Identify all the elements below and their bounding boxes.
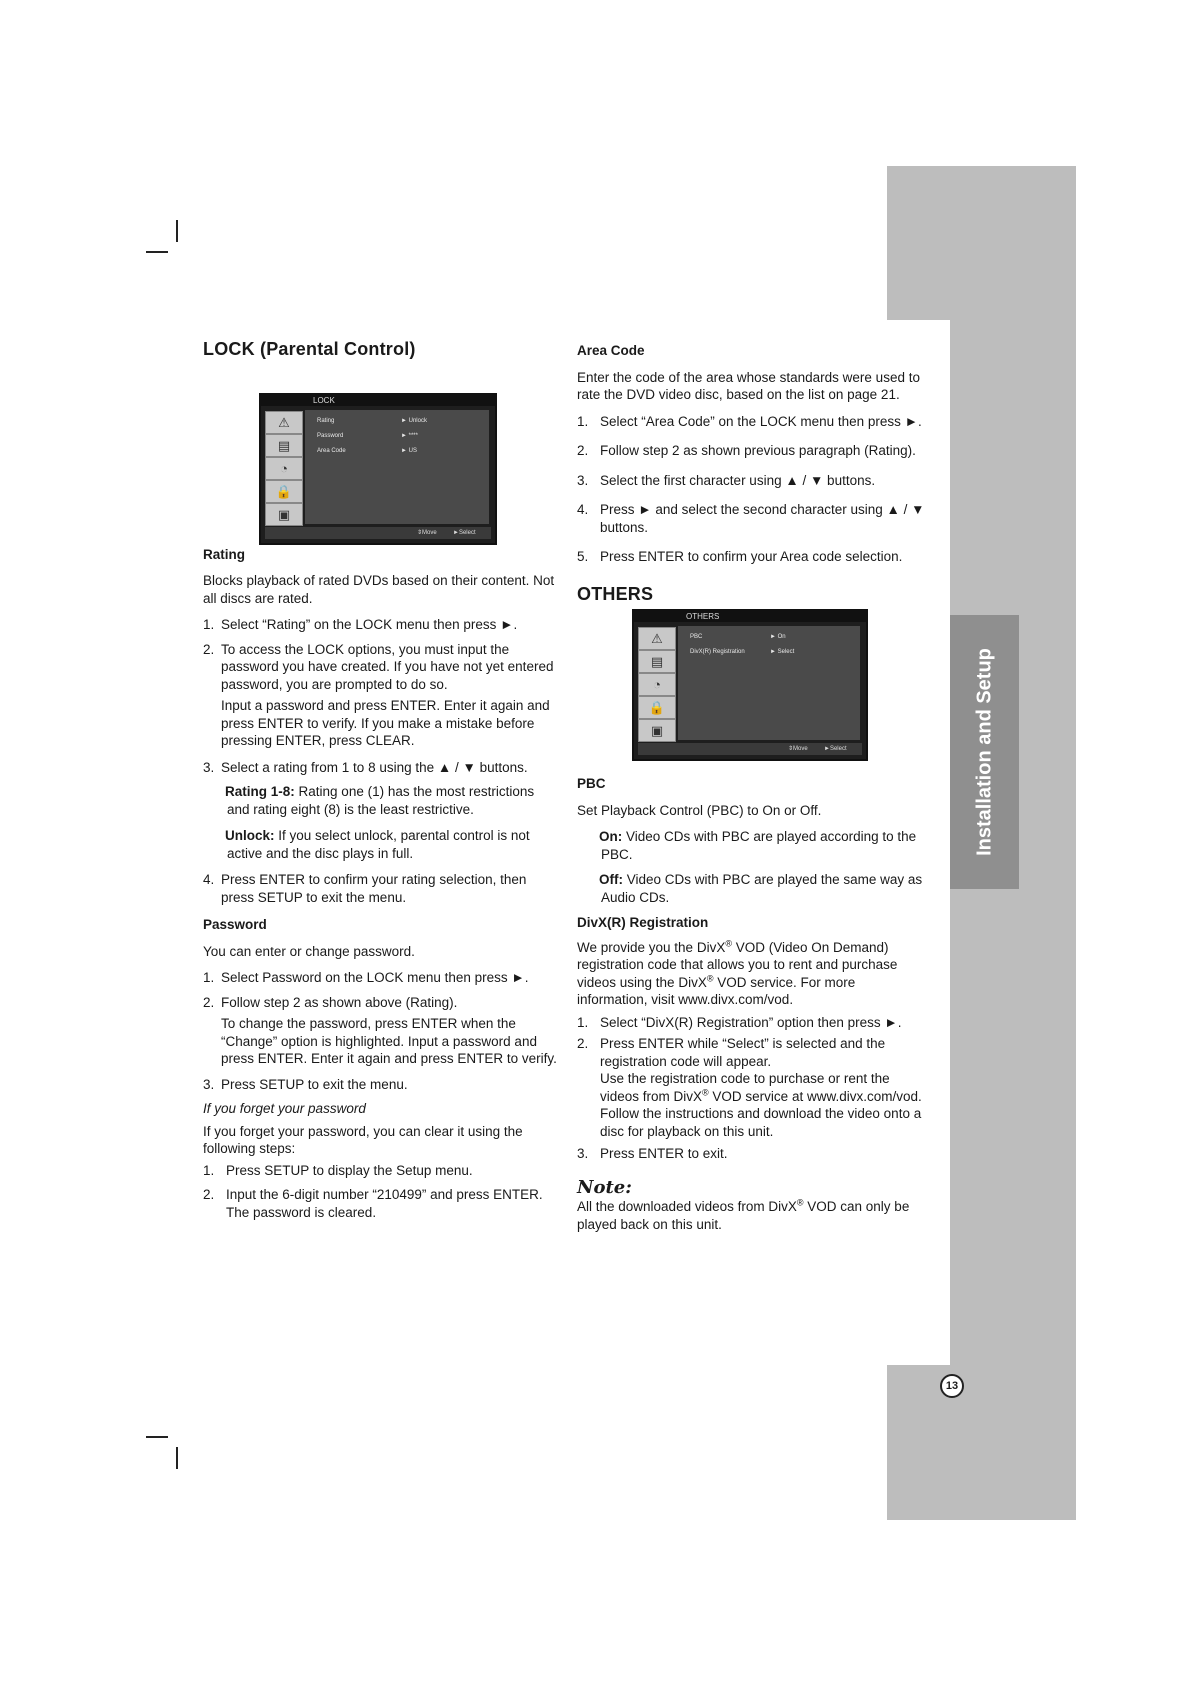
page-number: 13 (940, 1374, 964, 1398)
divx-step-3: 3. Press ENTER to exit. (577, 1146, 728, 1161)
password-heading: Password (203, 917, 267, 932)
forget-password-intro: If you forget your password, you can clear it using the following steps: (203, 1123, 523, 1156)
rating-menu-icon: ⚠ (265, 411, 303, 434)
lock-row-label: Password (317, 432, 344, 439)
lock-menu-icon: 🔒 (265, 480, 303, 503)
lock-menu-panel (305, 410, 489, 524)
area-step-1: 1. Select “Area Code” on the LOCK menu then press ►. (577, 413, 922, 429)
lock-menu-footer (265, 527, 491, 539)
lock-row-value: ► US (401, 447, 417, 454)
lock-row-value: ► **** (401, 432, 418, 439)
others-heading: OTHERS (577, 583, 654, 604)
rating-heading: Rating (203, 546, 245, 562)
rating-step-2-detail: Input a password and press ENTER. Enter it again and press ENTER to verify. If you make a mistake before pressing ENTER, press CLEAR. (221, 698, 550, 748)
lock-row-label: Rating (317, 417, 335, 424)
divx-step-2-detail: Use the registration code to purchase or rent the videos from DivX® VOD service at www.divx.com/vod. Follow the instructions and download the video onto a disc for playback on this unit. (600, 1071, 922, 1139)
password-step-2-detail: To change the password, press ENTER when the “Change” option is highlighted. Input a password and press ENTER. Enter it again and press ENTER to verify. (221, 1016, 557, 1066)
password-step-2: 2. Follow step 2 as shown above (Rating). (203, 994, 458, 1010)
lock-menu-screenshot (259, 393, 497, 545)
divx-step-1: 1. Select “DivX(R) Registration” option then press ►. (577, 1014, 902, 1030)
area-code-heading: Area Code (577, 343, 645, 358)
audio-menu-icon: ◔ (638, 673, 676, 696)
others-menu-panel (678, 626, 860, 740)
right-column (577, 342, 929, 1233)
password-step-1: 1. Select Password on the LOCK menu then press ►. (203, 970, 529, 985)
lock-heading: LOCK (Parental Control) (203, 339, 416, 359)
pbc-heading: PBC (577, 776, 606, 791)
others-menu-footer (638, 743, 862, 755)
area-step-3: 3. Select the first character using ▲ / ▼ buttons. (577, 472, 876, 488)
pbc-on-desc: On: Video CDs with PBC are played according to the PBC. (599, 829, 917, 862)
pbc-off-desc: Off: Video CDs with PBC are played the same way as Audio CDs. (599, 872, 923, 905)
others-row-value: ► Select (770, 649, 795, 655)
forget-password-heading: If you forget your password (203, 1101, 366, 1116)
left-column (203, 341, 558, 1221)
move-hint: ⇕ Move (788, 746, 808, 752)
note-heading: Note: (577, 1176, 632, 1198)
others-menu-icon: ▣ (638, 719, 676, 742)
area-code-intro: Enter the code of the area whose standards were used to rate the DVD video disc, based on the list on page 21. (577, 369, 920, 402)
rating-menu-icon: ⚠ (638, 627, 676, 650)
others-menu-title: OTHERS (686, 612, 720, 621)
others-row-label: DivX(R) Registration (690, 649, 745, 655)
others-row-label: PBC (690, 634, 703, 640)
unlock-desc: Unlock: If you select unlock, parental control is not active and the disc plays in full. (225, 828, 530, 861)
divx-heading: DivX(R) Registration (577, 915, 709, 930)
forget-step-1: 1. Press SETUP to display the Setup menu. (203, 1162, 473, 1178)
rating-step-3: 3. Select a rating from 1 to 8 using the ▲ / ▼ buttons. (203, 759, 528, 775)
crop-mark-bottom-vertical (176, 1447, 178, 1469)
lock-row-label: Area Code (317, 447, 346, 454)
area-step-4: 4. Press ► and select the second character using ▲ / ▼ buttons. (577, 502, 925, 535)
forget-step-2: 2. Input the 6-digit number “210499” and press ENTER. The password is cleared. (203, 1187, 543, 1220)
crop-mark-top-vertical (176, 220, 178, 242)
rating-intro: Blocks playback of rated DVDs based on their content. Not all discs are rated. (203, 573, 555, 606)
others-row-value: ► On (770, 634, 786, 640)
lock-menu-area (203, 359, 558, 546)
display-menu-icon: ▤ (638, 650, 676, 673)
lock-menu-title: LOCK (313, 395, 335, 405)
section-side-tab-label: Installation and Setup (973, 648, 996, 856)
note-text: All the downloaded videos from DivX® VOD can only be played back on this unit. (577, 1197, 910, 1232)
select-hint: ► Select (453, 529, 476, 536)
others-menu-icon: ▣ (265, 503, 303, 526)
audio-menu-icon: ◔ (265, 457, 303, 480)
area-step-2: 2. Follow step 2 as shown previous paragraph (Rating). (577, 443, 916, 458)
rating-1-8-desc: Rating 1-8: Rating one (1) has the most restrictions and rating eight (8) is the least restrictive. (225, 784, 535, 817)
crop-mark-bottom-horizontal (146, 1436, 168, 1438)
rating-step-1: 1. Select “Rating” on the LOCK menu then press ►. (203, 617, 518, 632)
password-step-3: 3. Press SETUP to exit the menu. (203, 1076, 408, 1092)
others-menu-area (577, 603, 929, 783)
crop-mark-top-horizontal (146, 251, 168, 253)
area-step-5: 5. Press ENTER to confirm your Area code selection. (577, 549, 903, 564)
move-hint: ⇕ Move (417, 529, 437, 536)
lock-menu-icon: 🔒 (638, 696, 676, 719)
others-menu-screenshot (632, 609, 868, 761)
divx-step-2: 2. Press ENTER while “Select” is selected and the registration code will appear. (577, 1036, 886, 1069)
pbc-intro: Set Playback Control (PBC) to On or Off. (577, 802, 822, 818)
display-menu-icon: ▤ (265, 434, 303, 457)
rating-step-2: 2. To access the LOCK options, you must input the password you have created. If you have not yet entered password, you are prompted to do so. (203, 641, 554, 692)
password-intro: You can enter or change password. (203, 943, 415, 959)
lock-row-value: ► Unlock (401, 417, 427, 424)
rating-step-4: 4. Press ENTER to confirm your rating selection, then press SETUP to exit the menu. (203, 872, 527, 905)
select-hint: ► Select (824, 746, 847, 752)
divx-intro: We provide you the DivX® VOD (Video On Demand) registration code that allows you to rent and purchase videos using the DivX® VOD service. For more information, visit www.divx.com/vod. (577, 938, 898, 1007)
